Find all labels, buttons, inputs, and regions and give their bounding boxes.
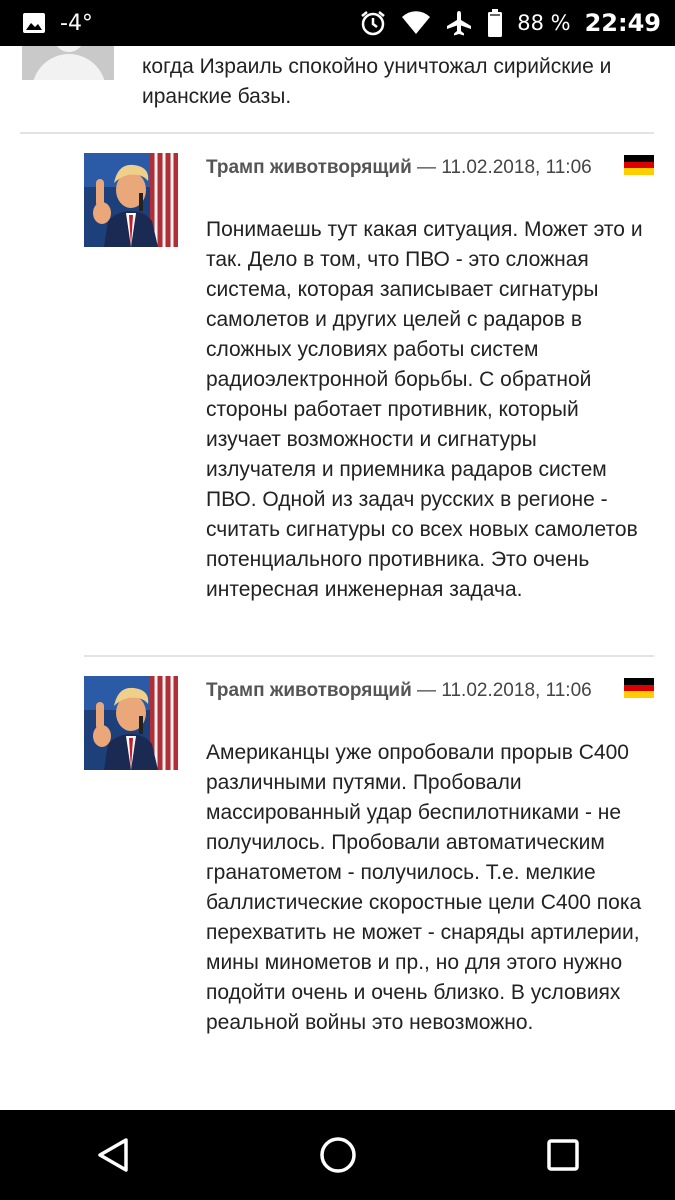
temperature: -4° bbox=[60, 10, 93, 36]
comment-text: Понимаешь тут какая ситуация. Может это и так. Дело в том, что ПВО - это сложная система, которая записывает сигнатуры самолетов и других целей с радаров в сложных условиях работы систем радиоэлектронной борьбы. С обратной стороны работает противник, который изучает возможности и сигнатуры излучателя и приемника радаров систем ПВО. Одной из задач русских в регионе - считать сигнатуры со всех новых самолетов потенциального противника. Это очень интересная инженерная задача. bbox=[206, 218, 643, 601]
divider bbox=[20, 132, 654, 134]
avatar[interactable] bbox=[84, 676, 178, 770]
divider bbox=[84, 655, 654, 657]
comment-datetime: 11.02.2018, 11:06 bbox=[441, 680, 592, 701]
battery-icon bbox=[487, 9, 503, 37]
back-button[interactable] bbox=[83, 1125, 143, 1185]
germany-flag-icon bbox=[624, 155, 654, 175]
status-bar bbox=[0, 0, 675, 46]
comment bbox=[0, 676, 675, 1110]
comment-meta bbox=[206, 678, 596, 704]
home-icon bbox=[319, 1136, 357, 1174]
author-link[interactable]: Трамп животворящий bbox=[206, 680, 412, 701]
clock: 22:49 bbox=[584, 9, 661, 37]
previous-comment bbox=[0, 46, 675, 136]
meta-separator: — bbox=[417, 157, 437, 178]
comments-feed[interactable] bbox=[0, 46, 675, 1110]
comment-datetime: 11.02.2018, 11:06 bbox=[441, 157, 592, 178]
navigation-bar bbox=[0, 1110, 675, 1200]
battery-percent: 88 % bbox=[517, 11, 571, 35]
airplane-icon bbox=[445, 9, 473, 37]
meta-separator: — bbox=[417, 680, 437, 701]
comment-text: Американцы уже опробовали прорыв С400 различными путями. Пробовали массированный удар беспилотниками - не получилось. Пробовали автоматическим гранатометом - получилось. Т.е. мелкие баллистические скоростные цели С400 пока перехватить не может - снаряды артилерии, мины минометов и пр., но для этого нужно подойти очень и очень близко. В условиях реальной войны это невозможно. bbox=[206, 741, 642, 1034]
wifi-icon bbox=[401, 10, 431, 36]
recents-icon bbox=[546, 1138, 580, 1172]
alarm-icon bbox=[359, 9, 387, 37]
comment bbox=[0, 153, 675, 643]
recents-button[interactable] bbox=[533, 1125, 593, 1185]
default-avatar[interactable] bbox=[22, 46, 114, 80]
germany-flag-icon bbox=[624, 678, 654, 698]
author-link[interactable]: Трамп животворящий bbox=[206, 157, 412, 178]
home-button[interactable] bbox=[308, 1125, 368, 1185]
back-icon bbox=[96, 1137, 130, 1173]
avatar[interactable] bbox=[84, 153, 178, 247]
comment-text: когда Израиль спокойно уничтожал сирийские и иранские базы. bbox=[142, 55, 612, 108]
image-icon bbox=[22, 11, 46, 35]
comment-meta bbox=[206, 155, 596, 181]
